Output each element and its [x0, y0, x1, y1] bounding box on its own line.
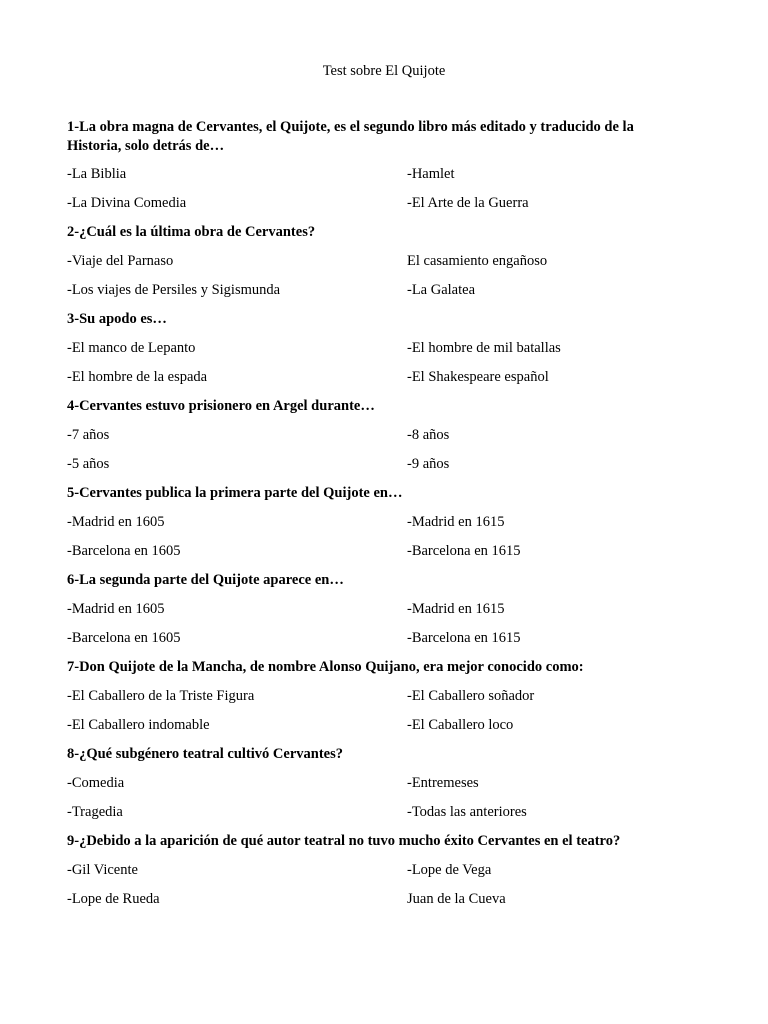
option-row [67, 450, 687, 479]
question-text: 6-La segunda parte del Quijote aparece en… [67, 572, 344, 588]
option-row [67, 508, 687, 537]
option-text: -Todas las anteriores [407, 804, 527, 820]
option-text: -El Caballero soñador [407, 688, 535, 704]
option-text: -Hamlet [407, 166, 455, 182]
option-text: -El Caballero loco [407, 717, 514, 733]
option-text: -Madrid en 1605 [67, 514, 165, 530]
question-block [67, 566, 687, 653]
option-text: -7 años [67, 427, 110, 443]
option-row [67, 856, 687, 885]
option-row [67, 711, 687, 740]
option-row [67, 537, 687, 566]
option-text: -El manco de Lepanto [67, 340, 196, 356]
question-text: 5-Cervantes publica la primera parte del Quijote en… [67, 485, 403, 501]
option-row [67, 885, 687, 914]
option-text: -Madrid en 1605 [67, 601, 165, 617]
questions-container [67, 118, 687, 914]
option-text: -Tragedia [67, 804, 123, 820]
option-text: -Entremeses [407, 775, 479, 791]
question-text: 2-¿Cuál es la última obra de Cervantes? [67, 224, 316, 240]
option-text: -El Caballero indomable [67, 717, 210, 733]
option-text: -Lope de Rueda [67, 891, 160, 907]
option-text: -5 años [67, 456, 110, 472]
question-text: 7-Don Quijote de la Mancha, de nombre Alonso Quijano, era mejor conocido como: [67, 659, 584, 675]
document-title: Test sobre El Quijote [322, 63, 446, 79]
option-row [67, 160, 687, 189]
option-row [67, 247, 687, 276]
question-block [67, 305, 687, 392]
question-block [67, 218, 687, 305]
option-text: -Barcelona en 1615 [407, 630, 521, 646]
option-text: Juan de la Cueva [407, 891, 506, 907]
option-text: -Los viajes de Persiles y Sigismunda [67, 282, 281, 298]
question-text: 3-Su apodo es… [67, 311, 167, 327]
option-text: -El hombre de la espada [67, 369, 208, 385]
option-row [67, 276, 687, 305]
option-row [67, 624, 687, 653]
question-text: 4-Cervantes estuvo prisionero en Argel durante… [67, 398, 375, 414]
option-text: -Madrid en 1615 [407, 514, 505, 530]
option-row [67, 682, 687, 711]
option-text: -Barcelona en 1605 [67, 543, 181, 559]
option-text: -Lope de Vega [407, 862, 492, 878]
option-text: El casamiento engañoso [407, 253, 548, 269]
question-text: 1-La obra magna de Cervantes, el Quijote, es el segundo libro más editado y traducido de la Historia, solo detrás de… [67, 119, 634, 154]
option-row [67, 334, 687, 363]
option-text: -8 años [407, 427, 450, 443]
option-row [67, 595, 687, 624]
option-row [67, 189, 687, 218]
option-text: -Gil Vicente [67, 862, 138, 878]
option-row [67, 363, 687, 392]
option-text: -Comedia [67, 775, 125, 791]
option-text: -La Biblia [67, 166, 127, 182]
question-block [67, 827, 687, 914]
option-row [67, 421, 687, 450]
question-text: 8-¿Qué subgénero teatral cultivó Cervantes? [67, 746, 343, 762]
question-block [67, 479, 687, 566]
option-text: -9 años [407, 456, 450, 472]
option-text: -Barcelona en 1605 [67, 630, 181, 646]
question-text: 9-¿Debido a la aparición de qué autor teatral no tuvo mucho éxito Cervantes en el teatro? [67, 833, 621, 849]
option-text: -El hombre de mil batallas [407, 340, 561, 356]
option-text: -La Galatea [407, 282, 476, 298]
option-text: -El Arte de la Guerra [407, 195, 529, 211]
option-text: -Barcelona en 1615 [407, 543, 521, 559]
option-text: -Viaje del Parnaso [67, 253, 174, 269]
option-text: -La Divina Comedia [67, 195, 187, 211]
question-block [67, 392, 687, 479]
question-block [67, 740, 687, 827]
option-text: -El Caballero de la Triste Figura [67, 688, 255, 704]
question-block [67, 653, 687, 740]
option-text: -Madrid en 1615 [407, 601, 505, 617]
option-row [67, 769, 687, 798]
option-text: -El Shakespeare español [407, 369, 549, 385]
option-row [67, 798, 687, 827]
question-block [67, 118, 687, 218]
